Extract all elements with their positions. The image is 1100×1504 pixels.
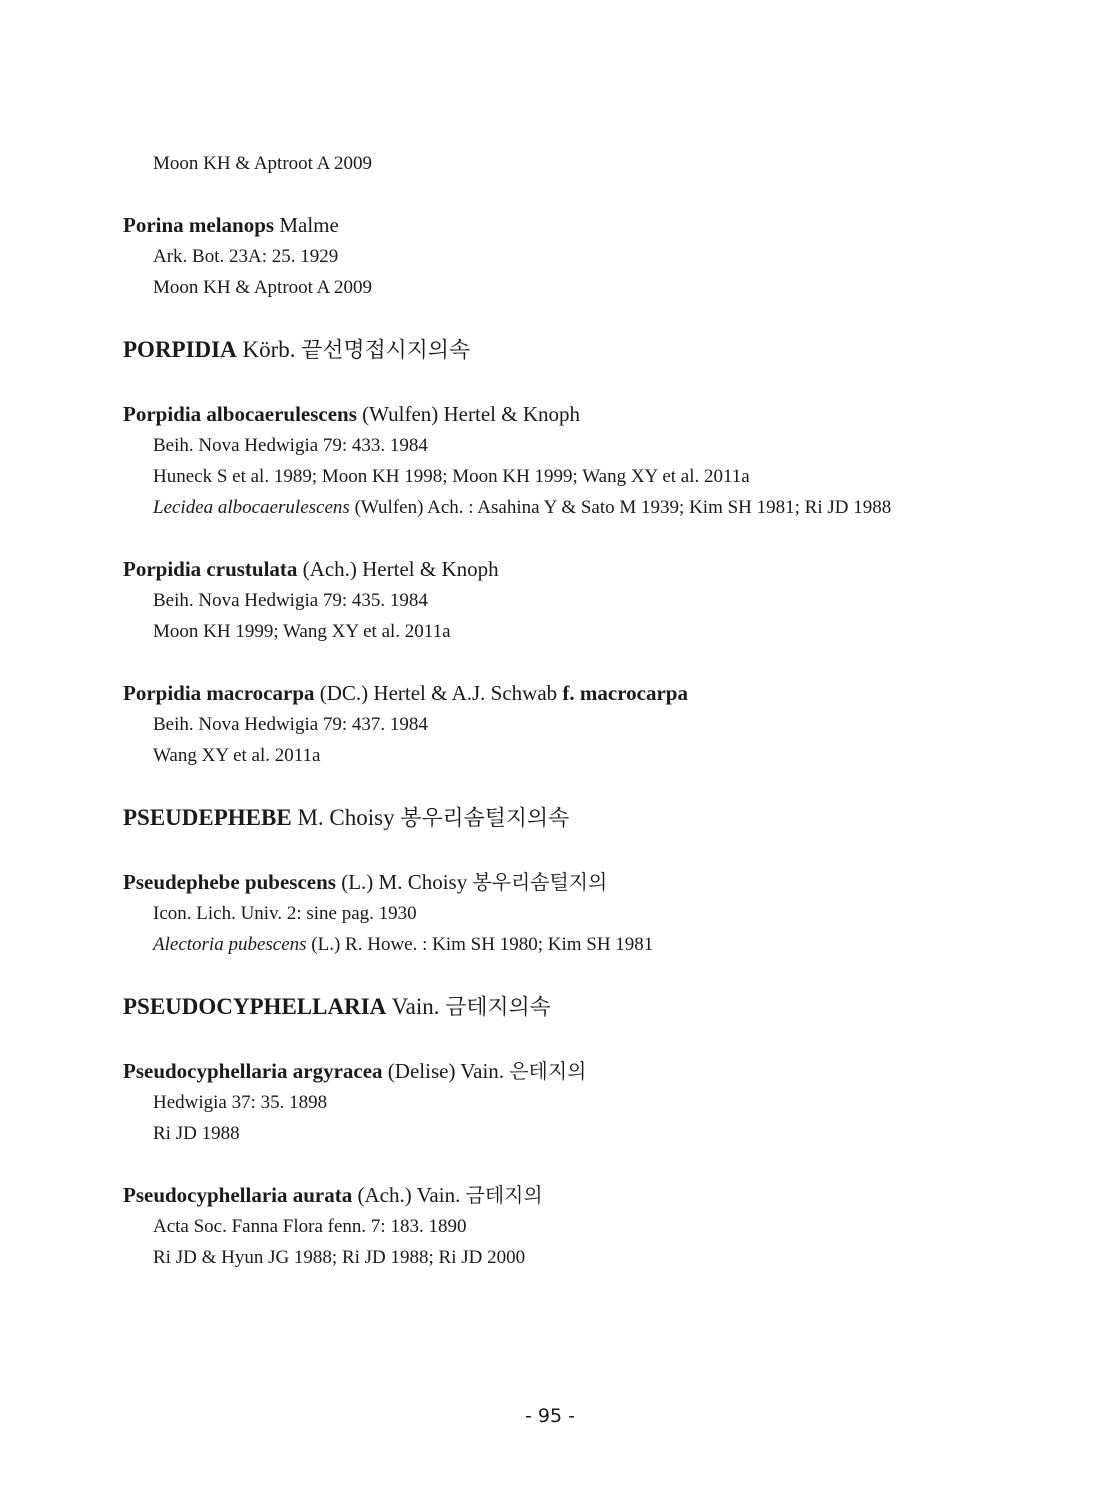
species-name: Porina melanops	[123, 213, 275, 237]
synonym-references: (Wulfen) Ach. : Asahina Y & Sato M 1939; Kim SH 1981; Ri JD 1988	[349, 497, 892, 518]
genus-heading-pseudocyphellaria	[123, 990, 983, 1025]
entry-porpidia-albocaerulescens	[123, 398, 983, 523]
genus-name: PORPIDIA	[123, 337, 237, 362]
publication-line: Beih. Nova Hedwigia 79: 435. 1984	[153, 590, 428, 611]
reference-line: Huneck S et al. 1989; Moon KH 1998; Moon KH 1999; Wang XY et al. 2011a	[153, 466, 750, 487]
species-author: (DC.) Hertel & A.J. Schwab	[319, 681, 558, 705]
publication-line: Beih. Nova Hedwigia 79: 437. 1984	[153, 714, 428, 735]
species-korean-name: 금테지의	[465, 1183, 543, 1207]
publication-line: Acta Soc. Fanna Flora fenn. 7: 183. 1890	[153, 1216, 467, 1237]
reference-line: Wang XY et al. 2011a	[153, 745, 321, 766]
entry-porina-melanops	[123, 209, 983, 303]
entry-porpidia-macrocarpa	[123, 677, 983, 771]
genus-name: PSEUDOCYPHELLARIA	[123, 994, 387, 1019]
entry-pseudephebe-pubescens	[123, 866, 983, 960]
reference-line: Ri JD & Hyun JG 1988; Ri JD 1988; Ri JD 2000	[153, 1247, 526, 1268]
species-name: Porpidia macrocarpa	[123, 681, 315, 705]
synonym-references: (L.) R. Howe. : Kim SH 1980; Kim SH 1981	[306, 934, 654, 955]
publication-line: Ark. Bot. 23A: 25. 1929	[153, 246, 339, 267]
species-author: (Wulfen) Hertel & Knoph	[362, 402, 580, 426]
species-title	[123, 866, 983, 898]
species-title	[123, 677, 983, 709]
species-title	[123, 1179, 983, 1211]
reference-line: Ri JD 1988	[153, 1123, 240, 1144]
species-name: Porpidia crustulata	[123, 557, 298, 581]
entry-porpidia-crustulata	[123, 553, 983, 647]
synonym-name: Alectoria pubescens	[153, 934, 307, 955]
genus-author: Körb.	[242, 337, 296, 362]
species-forma: f. macrocarpa	[562, 681, 688, 705]
species-name: Pseudephebe pubescens	[123, 870, 336, 894]
genus-heading-porpidia	[123, 333, 983, 368]
reference-line: Moon KH & Aptroot A 2009	[153, 277, 373, 298]
species-korean-name: 은테지의	[509, 1059, 587, 1083]
species-name: Porpidia albocaerulescens	[123, 402, 357, 426]
species-title	[123, 398, 983, 430]
publication-line: Beih. Nova Hedwigia 79: 433. 1984	[153, 435, 428, 456]
species-name: Pseudocyphellaria aurata	[123, 1183, 353, 1207]
genus-heading-pseudephebe	[123, 801, 983, 836]
publication-line: Icon. Lich. Univ. 2: sine pag. 1930	[153, 903, 417, 924]
species-author: (Delise) Vain.	[387, 1059, 505, 1083]
genus-korean-name: 끝선명접시지의속	[301, 338, 471, 363]
species-korean-name: 봉우리솜털지의	[472, 870, 608, 894]
species-author: (L.) M. Choisy	[341, 870, 468, 894]
species-title	[123, 553, 983, 585]
reference-line: Moon KH & Aptroot A 2009	[153, 153, 373, 174]
entry-pseudocyphellaria-argyracea	[123, 1055, 983, 1149]
species-author: (Ach.) Vain.	[357, 1183, 461, 1207]
page-number: - 95 -	[525, 1405, 575, 1427]
species-title	[123, 209, 983, 241]
species-name: Pseudocyphellaria argyracea	[123, 1059, 383, 1083]
synonym-line	[123, 929, 983, 960]
synonym-name: Lecidea albocaerulescens	[153, 497, 350, 518]
species-title	[123, 1055, 983, 1087]
entry-continuation	[123, 148, 983, 179]
genus-korean-name: 봉우리솜털지의속	[400, 806, 570, 831]
genus-korean-name: 금테지의속	[445, 995, 551, 1020]
genus-name: PSEUDEPHEBE	[123, 805, 292, 830]
entry-pseudocyphellaria-aurata	[123, 1179, 983, 1273]
synonym-line	[123, 492, 983, 523]
species-author: Malme	[279, 213, 339, 237]
publication-line: Hedwigia 37: 35. 1898	[153, 1092, 328, 1113]
species-author: (Ach.) Hertel & Knoph	[302, 557, 499, 581]
genus-author: Vain.	[391, 994, 440, 1019]
content-area	[123, 148, 983, 1303]
genus-author: M. Choisy	[297, 805, 395, 830]
reference-line: Moon KH 1999; Wang XY et al. 2011a	[153, 621, 451, 642]
